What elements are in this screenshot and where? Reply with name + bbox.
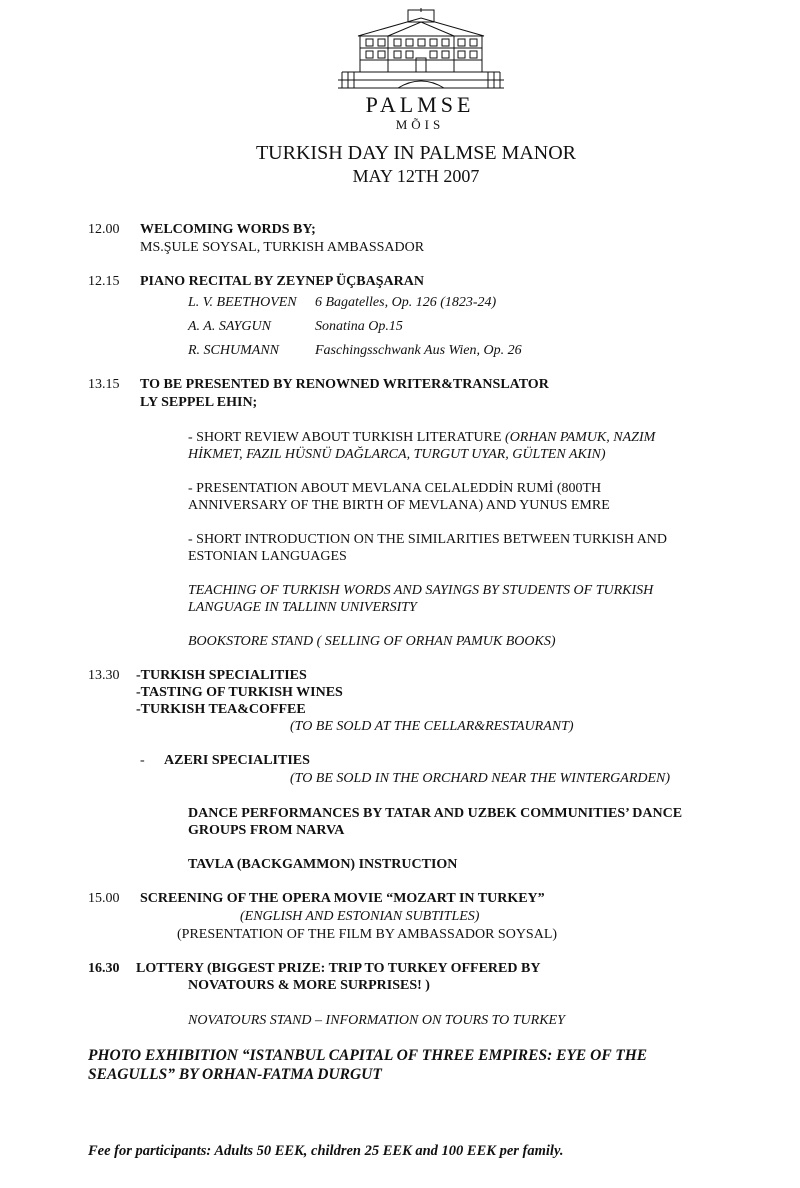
turkish-wines: -TASTING OF TURKISH WINES bbox=[136, 685, 343, 700]
page-title: TURKISH DAY IN PALMSE MANOR bbox=[255, 142, 577, 164]
language-intro-b: ESTONIAN LANGUAGES bbox=[188, 549, 347, 564]
lottery-a: LOTTERY (BIGGEST PRIZE: TRIP TO TURKEY OFFERED BY bbox=[136, 961, 541, 976]
azeri-specialities: AZERI SPECIALITIES bbox=[164, 753, 310, 768]
mevlana-presentation-b: ANNIVERSARY OF THE BIRTH OF MEVLANA) AND YUNUS EMRE bbox=[188, 498, 610, 513]
dance-performances-b: GROUPS FROM NARVA bbox=[188, 823, 345, 838]
event-date: MAY 12TH 2007 bbox=[352, 166, 480, 186]
literature-authors-a: (ORHAN PAMUK, NAZIM bbox=[505, 430, 656, 445]
tavla-instruction: TAVLA (BACKGAMMON) INSTRUCTION bbox=[188, 857, 458, 872]
azeri-dash: - bbox=[140, 753, 145, 768]
writer-name: LY SEPPEL EHIN; bbox=[140, 395, 258, 410]
subtitles-note: (ENGLISH AND ESTONIAN SUBTITLES) bbox=[240, 909, 480, 924]
section-heading-welcome: WELCOMING WORDS BY; bbox=[140, 222, 316, 237]
teaching-b: LANGUAGE IN TALLINN UNIVERSITY bbox=[188, 600, 417, 615]
film-presentation: (PRESENTATION OF THE FILM BY AMBASSADOR SOYSAL) bbox=[177, 927, 558, 942]
work-2: Sonatina Op.15 bbox=[315, 319, 403, 334]
brand-name: PALMSE bbox=[365, 92, 475, 117]
lottery-b: NOVATOURS & MORE SURPRISES! ) bbox=[188, 978, 430, 993]
work-1: 6 Bagatelles, Op. 126 (1823-24) bbox=[315, 295, 497, 310]
language-intro-a: - SHORT INTRODUCTION ON THE SIMILARITIES BETWEEN TURKISH AND bbox=[188, 532, 668, 547]
photo-exhibition-a: PHOTO EXHIBITION “ISTANBUL CAPITAL OF THREE EMPIRES: EYE OF THE bbox=[88, 1047, 648, 1064]
time-1215: 12.15 bbox=[88, 274, 120, 289]
time-1630: 16.30 bbox=[88, 961, 120, 976]
section-heading-writer: TO BE PRESENTED BY RENOWNED WRITER&TRANSLATOR bbox=[140, 377, 549, 392]
literature-authors-b: HİKMET, FAZIL HÜSNÜ DAĞLARCA, TURGUT UYAR, GÜLTEN AKIN) bbox=[188, 447, 606, 462]
time-1200: 12.00 bbox=[88, 222, 120, 237]
brand-subtitle: MÕIS bbox=[395, 117, 445, 132]
photo-exhibition-b: SEAGULLS” BY ORHAN-FATMA DURGUT bbox=[88, 1066, 382, 1083]
turkish-specialities: -TURKISH SPECIALITIES bbox=[136, 668, 307, 683]
teaching-a: TEACHING OF TURKISH WORDS AND SAYINGS BY STUDENTS OF TURKISH bbox=[188, 583, 654, 598]
literature-review bbox=[188, 430, 655, 446]
participant-fee: Fee for participants: Adults 50 EEK, children 25 EEK and 100 EEK per family. bbox=[88, 1143, 564, 1159]
composer-3: R. SCHUMANN bbox=[188, 343, 279, 358]
dance-performances-a: DANCE PERFORMANCES BY TATAR AND UZBEK COMMUNITIES’ DANCE bbox=[188, 806, 683, 821]
composer-2: A. A. SAYGUN bbox=[188, 319, 271, 334]
ambassador-line: MS.ŞULE SOYSAL, TURKISH AMBASSADOR bbox=[140, 240, 425, 255]
novatours-stand: NOVATOURS STAND – INFORMATION ON TOURS TO TURKEY bbox=[188, 1013, 565, 1028]
turkish-tea-coffee: -TURKISH TEA&COFFEE bbox=[136, 702, 306, 717]
literature-review-text: - SHORT REVIEW ABOUT TURKISH LITERATURE bbox=[188, 430, 506, 445]
bookstore-stand: BOOKSTORE STAND ( SELLING OF ORHAN PAMUK BOOKS) bbox=[188, 634, 556, 649]
mevlana-presentation-a: - PRESENTATION ABOUT MEVLANA CELALEDDİN RUMİ (800TH bbox=[188, 481, 602, 496]
cellar-note: (TO BE SOLD AT THE CELLAR&RESTAURANT) bbox=[290, 719, 574, 734]
section-heading-piano: PIANO RECITAL BY ZEYNEP ÜÇBAŞARAN bbox=[140, 274, 424, 289]
time-1315: 13.15 bbox=[88, 377, 120, 392]
time-1500: 15.00 bbox=[88, 891, 120, 906]
work-3: Faschingsschwank Aus Wien, Op. 26 bbox=[315, 343, 522, 358]
time-1330: 13.30 bbox=[88, 668, 120, 683]
opera-screening: SCREENING OF THE OPERA MOVIE “MOZART IN TURKEY” bbox=[140, 891, 545, 906]
palmse-manor-logo bbox=[338, 8, 504, 90]
orchard-note: (TO BE SOLD IN THE ORCHARD NEAR THE WINTERGARDEN) bbox=[290, 771, 671, 786]
composer-1: L. V. BEETHOVEN bbox=[188, 295, 297, 310]
